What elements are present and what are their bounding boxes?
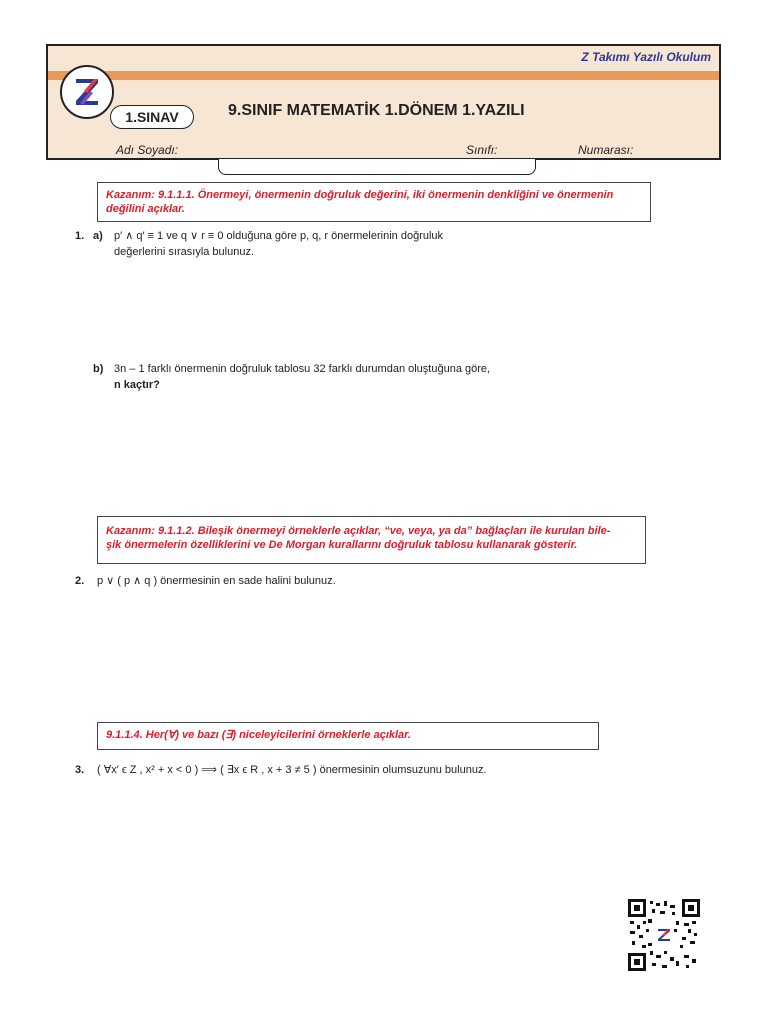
question-1b-label: b) bbox=[93, 363, 104, 375]
kazanim-box-2 bbox=[97, 516, 646, 564]
qr-code-icon bbox=[628, 899, 700, 971]
question-3-text: ( ∀x′ ϵ Z , x² + x < 0 ) ⟹ ( ∃x ϵ R , x + 3 ≠ 5 ) önermesinin olumsuzunu bulunuz. bbox=[97, 764, 487, 776]
kazanim-text-2-line-2: şik önermelerin özelliklerini ve De Morgan kurallarını doğruluk tablosu kullanarak gösterir. bbox=[106, 539, 578, 551]
question-1b-text bbox=[114, 361, 490, 393]
question-1b-line-1: 3n – 1 farklı önermenin doğruluk tablosu 32 farklı durumdan oluştuğuna göre, bbox=[114, 363, 491, 375]
exam-number-badge: 1.SINAV bbox=[110, 105, 194, 129]
exam-header bbox=[46, 44, 721, 160]
header-tab bbox=[218, 159, 536, 175]
question-1a-label: a) bbox=[93, 230, 103, 242]
class-field-label: Sınıfı: bbox=[466, 143, 498, 157]
name-field-label: Adı Soyadı: bbox=[116, 143, 179, 157]
question-1b-line-2: n kaçtır? bbox=[114, 379, 160, 391]
number-field-label: Numarası: bbox=[578, 143, 634, 157]
question-number-2: 2. bbox=[75, 575, 85, 587]
page-title: 9.SINIF MATEMATİK 1.DÖNEM 1.YAZILI bbox=[228, 102, 525, 119]
kazanim-box-1 bbox=[97, 182, 651, 222]
question-1a-line-1: p′ ∧ q′ ≡ 1 ve q ∨ r ≡ 0 olduğuna göre p, q, r önermelerinin doğruluk bbox=[114, 230, 444, 242]
question-number-3: 3. bbox=[75, 764, 85, 776]
kazanim-text-2-line-1: Kazanım: 9.1.1.2. Bileşik önermeyi örneklerle açıklar, “ve, veya, ya da” bağlaçları ile kurulan bile- bbox=[106, 525, 611, 537]
kazanim-box-3 bbox=[97, 722, 599, 750]
question-number-1: 1. bbox=[75, 230, 85, 242]
z-logo-icon bbox=[62, 67, 112, 117]
brand-name: Z Takımı Yazılı Okulum bbox=[581, 50, 711, 64]
header-accent-bar bbox=[48, 71, 719, 80]
z-takimi-logo bbox=[60, 65, 114, 119]
kazanim-text-3: 9.1.1.4. Her(∀) ve bazı (∃) niceleyicilerini örneklerle açıklar. bbox=[106, 729, 411, 741]
question-1a-line-2: değerlerini sırasıyla bulunuz. bbox=[114, 246, 255, 258]
question-2-text: p ∨ ( p ∧ q ) önermesinin en sade halini bulunuz. bbox=[97, 575, 336, 587]
kazanim-text-1: Kazanım: 9.1.1.1. Önermeyi, önermenin doğruluk değerini, iki önermenin denkliğini ve önermenin değilini açıklar. bbox=[106, 189, 614, 215]
question-1a-text bbox=[114, 228, 443, 260]
